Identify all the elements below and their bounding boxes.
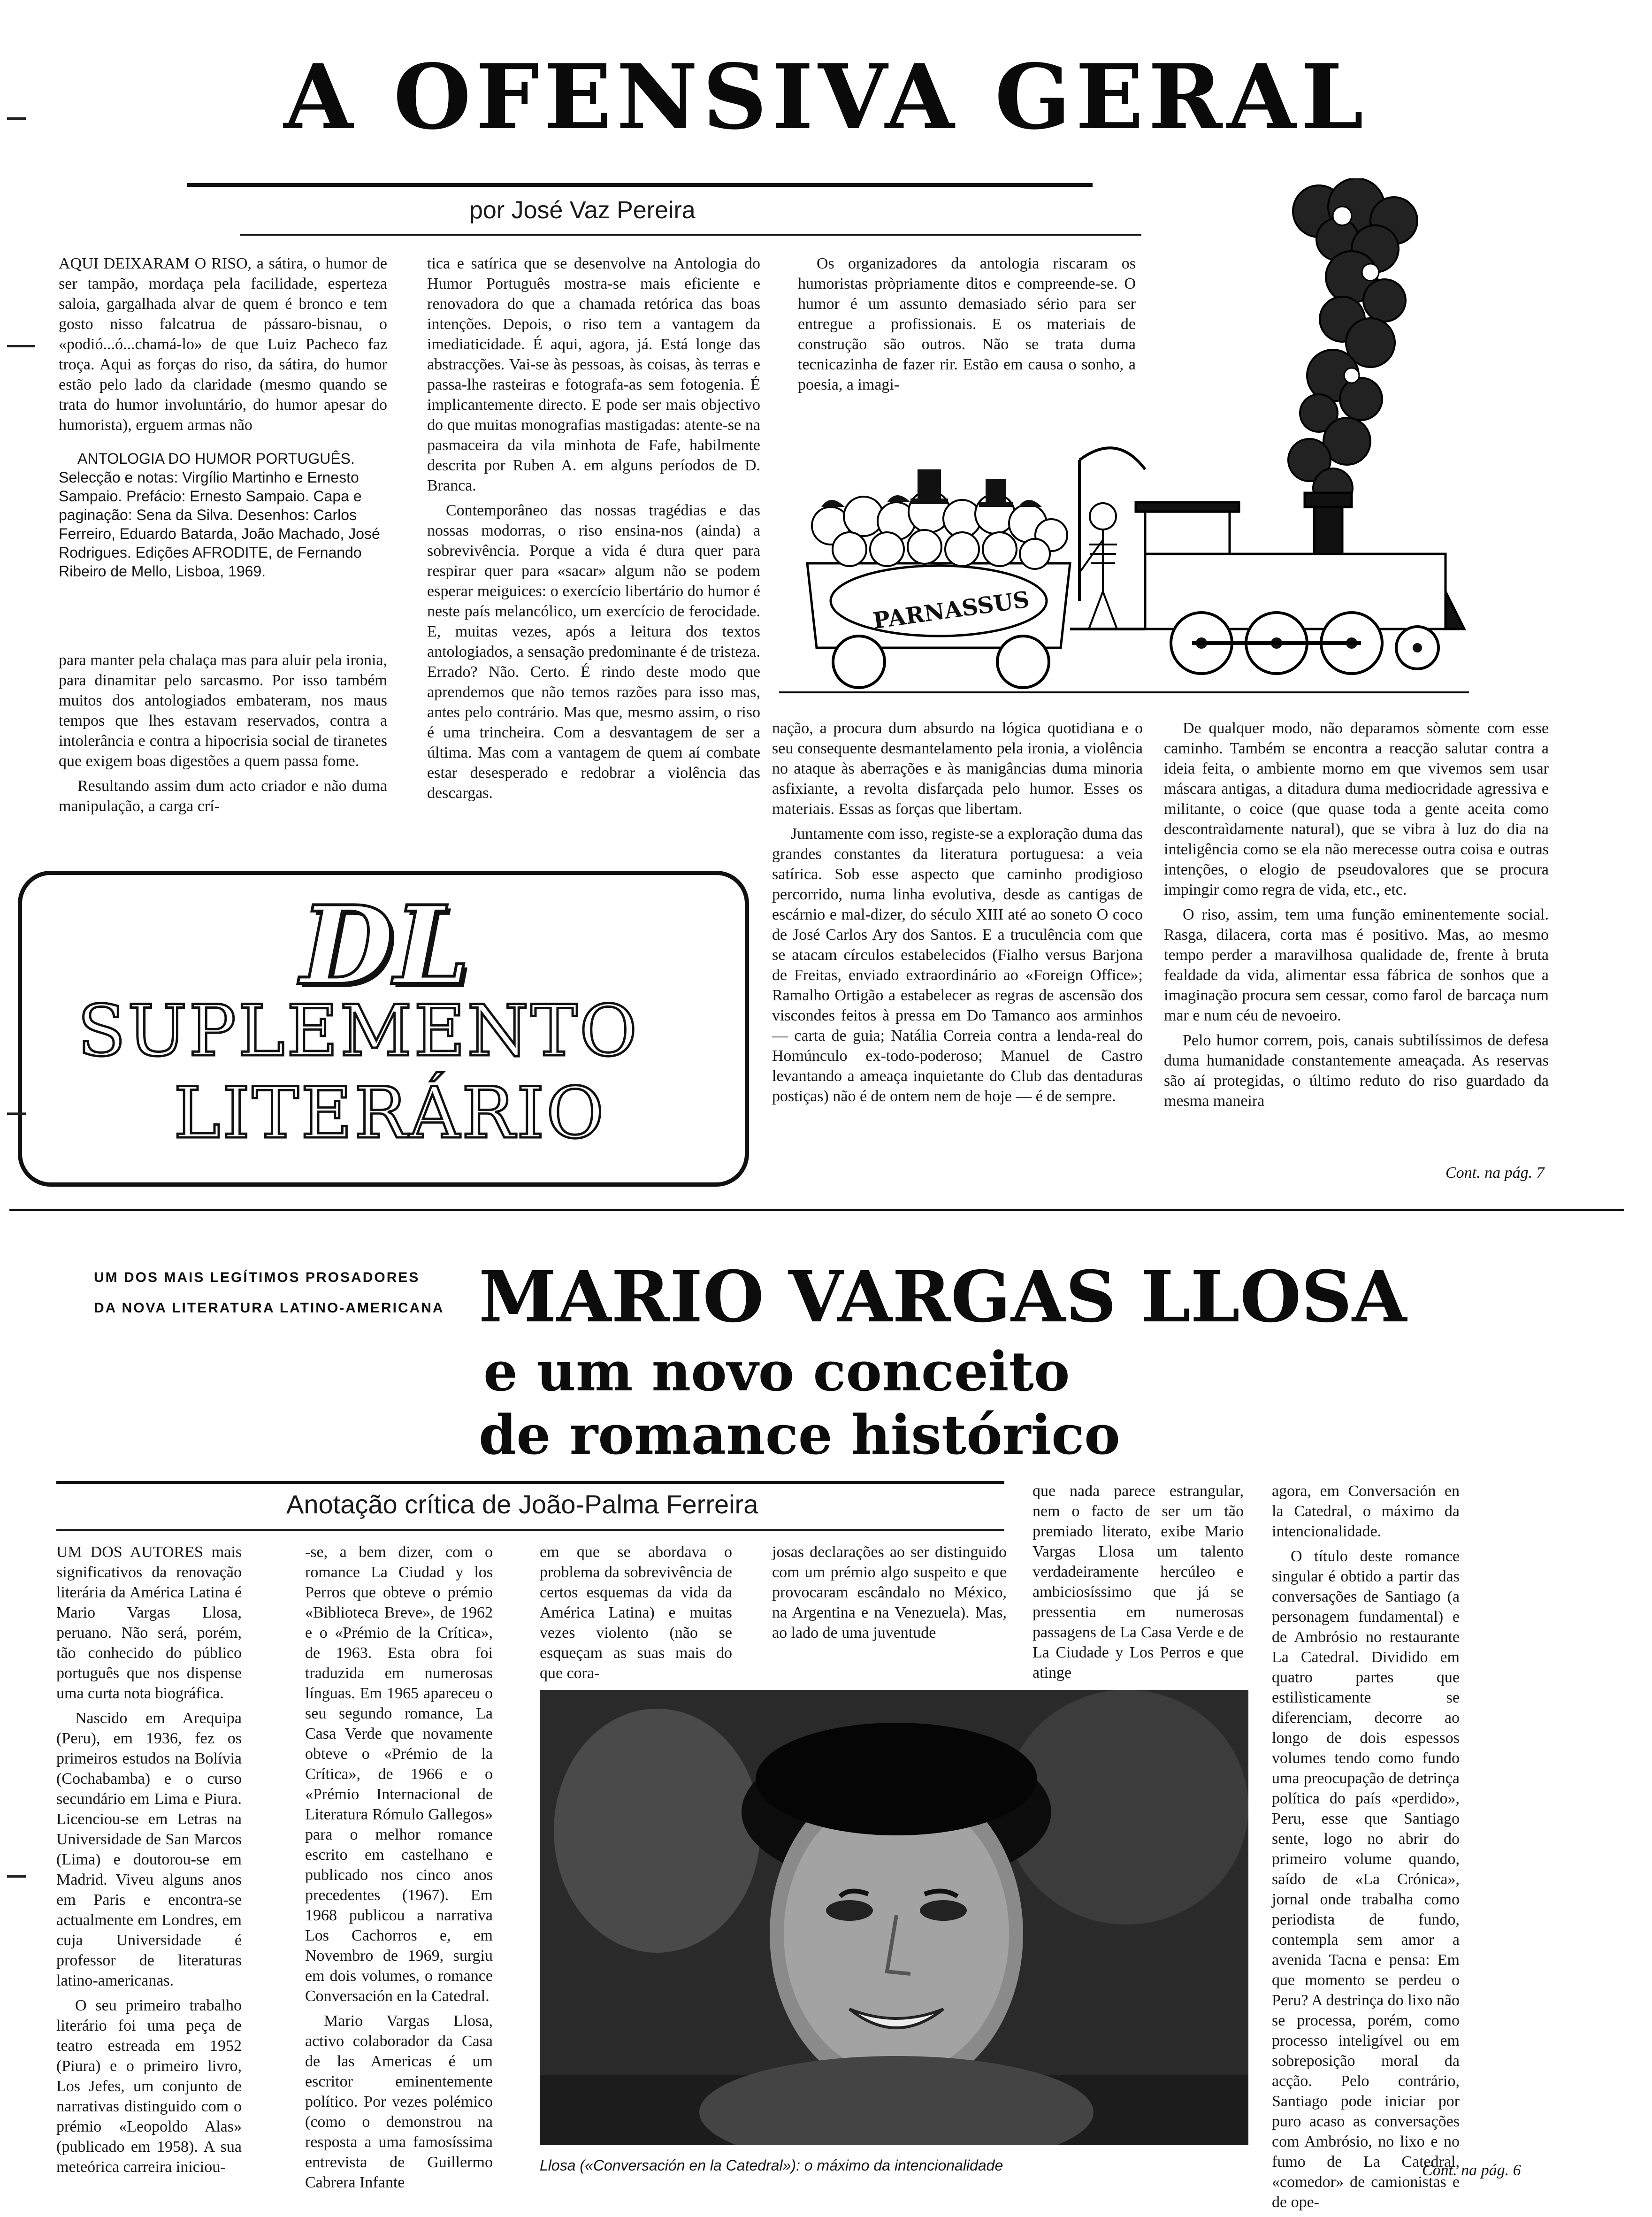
paragraph: Juntamente com isso, registe-se a exploração duma das grandes constantes da literatura portuguesa: a veia satírica. Sob esse aspecto que caminho prodigioso percorrido, numa linha evolutiva, desde as cantigas de escárnio e mal-dizer, do século XIII até ao soneto O coco de José Carlos Ary dos Santos. E a truculência com que se atacam círculos estabelecidos (Fialho versus Barjona de Freitas, enviado extraordinário ao «Foreign Office»; Ramalho Ortigão a estabelecer as regras de ascensão dos viscondes feitos à pressa em Do Tamanco aos arminhos — carta de guia; Natália Correia contra a lenda-real do Homúnculo ex-todo-poderoso; Manuel de Castro levantando a ameaça inquietante do Club das dentaduras postiças) não é de ontem nem de hoje — é de sempre. <box>772 825 1143 1105</box>
supplement-title-line2: LITERÁRIO <box>174 1073 606 1154</box>
article-column-1 <box>59 253 387 585</box>
article-column-1-continued <box>59 650 387 821</box>
author-photo <box>540 1690 1248 2145</box>
paragraph: O título deste romance singular é obtido a partir das conversações de Santiago (a personagem fundamental) e de Ambrósio no restaurante La Catedral. Dividido em quatro partes que estilìsticamente se diferenciam, decorre ao longo de dois espessos volumes tendo como fundo uma preocupação de detrinça política do país «perdido», Peru, esse que Santiago sente, logo no abrir do primeiro volume quando, saído de «La Crónica», jornal onde trabalha como periodista de fundo, contempla sem amor a avenida Tacna e pensa: Em que momento se perdeu o Peru? A destrinça do lixo não se processa, porém, como processo inteligível ou em sobreposição moral da acção. Pelo contrário, Santiago pode iniciar por puro acaso as conversações com Ambrósio, no lixo e no fumo de La Catedral, «comedor» de camionistas e de ope- <box>1272 1548 1460 2211</box>
article2-column-4 <box>772 1542 1007 1648</box>
margin-mark <box>7 117 26 120</box>
margin-mark <box>7 1875 26 1878</box>
byline-rule-3 <box>56 1529 1004 1531</box>
paragraph: em que se abordava o problema da sobrevivência de certos esquemas da vida da América Latina) e muitas vezes violento (não se esqueçam as suas mais do que cora- <box>540 1543 732 1682</box>
paragraph: -se, a bem dizer, com o romance La Ciudad y los Perros que obteve o prémio «Biblioteca Breve», de 1962 e o «Prémio de la Crítica», de 1963. Esta obra foi traduzida em numerosas línguas. Em 1965 apareceu o seu segundo romance, La Casa Verde que novamente obteve o «Prémio de la Crítica», de 1966 e o «Prémio Internacional de Literatura Rómulo Gallegos» para o melhor romance escrito em castelhano e publicado nos cinco anos precedentes (1967). Em 1968 publicou a narrativa Los Cachorros e, em Novembro de 1969, surgiu em dois volumes, o romance Conversación en la Catedral. <box>305 1543 493 2005</box>
paragraph: O riso, assim, tem uma função eminentemente social. Rasga, dilacera, corta mas é positivo. Mas, ao mesmo tempo perder a maravilhosa qualidade de, frente à bruta fealdade da vida, alimentar essa fábrica de sonhos que a imaginação procura sem cessar, como farol de barcaça num mar e num céu de nevoeiro. <box>1164 906 1549 1024</box>
paragraph: Contemporâneo das nossas tragédias e das nossas modorras, o riso ensina-nos (ainda) a sobrevivência. Porque a vida é dura quer para respirar quer para «sacar» algum não se podem esperar meiguices: o exercício libertário do humor é neste país melancólico, um exercício de ferocidade. E, muitas vezes, após a leitura dos textos antologiados, a sensação predominante é de tristeza. Errado? Não. Certo. É rindo deste modo que aprendemos que não temos razões para isso mas, antes pelo contrário. Mas que, mesmo assim, o riso é uma trincheira. Com a desvantagem de ser a última. Mas com a vantagem de quem aí combate estar desesperado e redobrar a violência das descargas. <box>427 502 760 802</box>
kicker-line-2: DA NOVA LITERATURA LATINO-AMERICANA <box>94 1300 444 1316</box>
headline-title: A OFENSIVA GERAL <box>283 45 1369 149</box>
paragraph: Os organizadores da antologia riscaram os humoristas pròpriamente ditos e compreende-se. O humor é um assunto demasiado sério para ser entregue a profissionais. E os materiais de construção são outros. Não se trata duma tecnicazinha de fazer rir. Estão em causa o sonho, a poesia, a imagi- <box>798 255 1136 393</box>
article-subtitle-1: e um novo conceito <box>483 1340 1070 1404</box>
paragraph: para manter pela chalaça mas para aluir pela ironia, para dinamitar pelo sarcasmo. Por isso também muitos dos antologiados embateram, nos maus tempos que lhes estavam reservados, contra a intolerância e contra a hipocrisia social de tiranetes que exigem boas digestões a quem passa fome. <box>59 652 387 770</box>
article2-byline: Anotação crítica de João-Palma Ferreira <box>286 1489 758 1519</box>
article-subtitle-2: de romance histórico <box>479 1404 1120 1467</box>
article2-column-3 <box>540 1542 732 1688</box>
paragraph: UM DOS AUTORES mais significativos da renovação literária da América Latina é Mario Vargas Llosa, peruano. Não será, porém, tão conhecido do público português que nos dispense uma curta nota biográfica. <box>56 1543 242 1702</box>
margin-mark <box>7 345 35 347</box>
paragraph: tica e satírica que se desenvolve na Antologia do Humor Português mostra-se mais eficiente e renovadora do que a chamada retórica das boas intenções. Depois, o riso tem a vantagem da imediaticidade. É aqui, agora, já. Está longe das abstracções. Vai-se às pessoas, às coisas, às terras e passa-lhe rasteiras e fotografa-as sem fotogenia. É implicantemente directo. E pode ser mais objectivo do que muitas monografias mastigadas: atente-se na pasmaceira da vila minhota de Fafe, habilmente descrita por Ruben A. em alguns períodos de D. Branca. <box>427 255 760 494</box>
article-title: MARIO VARGAS LLOSA <box>479 1256 1407 1338</box>
train-drawing <box>779 178 1469 704</box>
paragraph: Mario Vargas Llosa, activo colaborador da Casa de las Americas é um escritor eminentemente político. Por vezes polémico (como o demonstrou na resposta a uma famosíssima entrevista de Guillermo Cabrera Infante <box>305 2012 493 2191</box>
paragraph: De qualquer modo, não deparamos sòmente com esse caminho. Também se encontra a reacção salutar contra a ideia feita, o ambiente morno em que vivemos sem usar máscara antigas, a ditadura duma mediocridade agressiva e militante, o coice (que quase toda a gente aceita como descontraìdamente natural), que se vibra à luz do dia na inteligência como se ela não merecesse outra coisa e outras intenções, o elogio de pseudovalores que se procura impingir como regra de vida, etc., etc. <box>1164 720 1549 898</box>
article2-column-5 <box>1032 1481 1244 1688</box>
article-column-4 <box>1164 718 1549 1116</box>
train-illustration <box>779 178 1469 704</box>
supplement-title-line1: SUPLEMENTO <box>77 990 639 1072</box>
continued-reference: Cont. na pág. 7 <box>1446 1164 1545 1181</box>
article2-column-1 <box>56 1542 242 2182</box>
paragraph: O seu primeiro trabalho literário foi uma peça de teatro estreada em 1952 (Piura) e o primeiro livro, Los Jefes, um conjunto de narrativas distinguido com o prémio «Leopoldo Alas» (publicado em 1958). A sua meteórica carreira iniciou- <box>56 1997 242 2176</box>
paragraph: AQUI DEIXARAM O RISO, a sátira, o humor de ser tampão, mordaça pela facilidade, esperteza saloia, gargalhada alvar de quem é bronco e tem gosto nisso falcatrua de pássaro-bisnau, o «podió...ó...chamá-lo» de que Luiz Pacheco faz troça. Aqui as forças do riso, da sátira, do humor estão pelo lado da claridade (mesmo quando se trata do humor involuntário, do humor apesar do humorista), erguem armas não <box>59 255 387 434</box>
paragraph: Pelo humor correm, pois, canais subtilíssimos de defesa duma humanidade constantemente ameaçada. As reservas são aí protegidas, o último reduto do riso guardado da mesma maneira <box>1164 1032 1549 1110</box>
article-byline: por José Vaz Pereira <box>469 197 696 224</box>
paragraph: que nada parece estrangular, nem o facto de ser um tão premiado literato, exibe Mario Vargas Llosa um talento verdadeiramente hercúleo e ambiciosíssimo que já se pressentia em numerosas passagens de La Casa Verde e de La Ciudade y Los Perros e que atinge <box>1032 1482 1244 1681</box>
margin-mark <box>7 1112 26 1115</box>
paragraph: Resultando assim dum acto criador e não duma manipulação, a carga crí- <box>59 777 387 815</box>
photo-caption: Llosa («Conversación en la Catedral»): o máximo da intencionalidade <box>540 2157 1003 2174</box>
parnassus-banner: PARNASSUS <box>871 586 1031 635</box>
paragraph: Nascido em Arequipa (Peru), em 1936, fez os primeiros estudos na Bolívia (Cochabamba) e o curso secundário em Lima e Piura. Licenciou-se em Letras na Universidade de San Marcos (Lima) e doutorou-se em Madrid. Viveu alguns anos em Paris e encontra-se actualmente em Londres, em cuja Universidade é professor de literaturas latino-americanas. <box>56 1710 242 1989</box>
article-column-2 <box>427 253 760 808</box>
byline-rule-2 <box>56 1481 1004 1484</box>
article-column-3 <box>772 718 1143 1111</box>
dl-monogram-logo: DL <box>300 882 470 1009</box>
paragraph: nação, a procura dum absurdo na lógica quotidiana e o seu consequente desmantelamento pela ironia, a violência no ataque às aberrações e às manigâncias duma minoria asfixiante, a revolta disfarçada pelo humor. Esses os materiais. Essas as forças que libertam. <box>772 720 1143 818</box>
paragraph: agora, em Conversación en la Catedral, o máximo da intencionalidade. <box>1272 1482 1460 1540</box>
portrait-photo <box>540 1690 1248 2145</box>
paragraph: josas declarações ao ser distinguido com um prémio algo suspeito e que provocaram escândalo no México, na Argentina e na Venezuela). Mas, ao lado de uma juventude <box>772 1543 1007 1642</box>
book-credits: ANTOLOGIA DO HUMOR PORTUGUÊS. Selecção e notas: Virgílio Martinho e Ernesto Sampaio. Prefácio: Ernesto Sampaio. Capa e paginação: Sena da Silva. Desenhos: Carlos Ferreiro, Eduardo Batarda, João Machado, José Rodrigues. Edições AFRODITE, de Fernando Ribeiro de Mello, Lisboa, 1969. <box>59 450 380 580</box>
article2-column-6 <box>1272 1481 1460 2217</box>
continued-reference-2: Cont. na pág. 6 <box>1422 2162 1521 2179</box>
article2-column-2 <box>305 1542 493 2197</box>
section-rule <box>9 1209 1624 1211</box>
kicker-line-1: UM DOS MAIS LEGÍTIMOS PROSADORES <box>94 1270 420 1285</box>
